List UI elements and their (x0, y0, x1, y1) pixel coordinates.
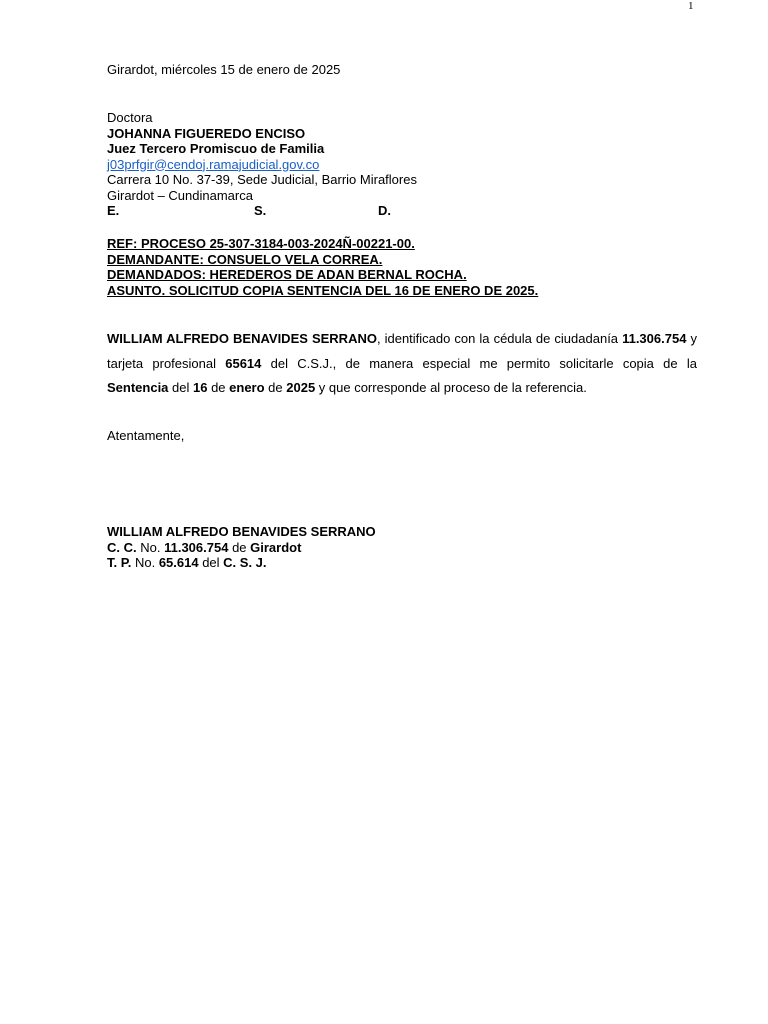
addressee-name: JOHANNA FIGUEREDO ENCISO (107, 125, 306, 141)
signature-cc-prefix: C. C. (107, 539, 137, 555)
body-tp: 65614 (225, 355, 262, 371)
body-day: 16 (193, 380, 208, 395)
addressee-block (107, 110, 697, 219)
body-de-2: de (264, 380, 287, 395)
body-line-3 (107, 376, 697, 401)
reference-block (107, 236, 697, 298)
reference-ref: REF: PROCESO 25-307-3184-003-2024Ñ-00221-00. (107, 236, 415, 251)
signature-tp-del: del (198, 555, 224, 570)
signature-cc-no: No. (136, 539, 165, 555)
body-text-2: tarjeta profesional (107, 355, 226, 371)
page-number: 1 (688, 0, 694, 12)
body-text-3-end: y que corresponde al proceso de la referencia. (315, 380, 587, 395)
signature-block (107, 524, 697, 571)
esd-line (107, 203, 697, 219)
signature-cc-number: 11.306.754 (164, 539, 229, 555)
body-del: del (168, 380, 193, 395)
closing: Atentamente, (107, 428, 185, 443)
body-de-1: de (207, 380, 230, 395)
signature-tp-no: No. (131, 555, 159, 570)
addressee-address: Carrera 10 No. 37-39, Sede Judicial, Barrio Miraflores (107, 172, 417, 187)
signature-tp-entity: C. S. J. (223, 555, 267, 570)
body-line-2 (107, 352, 697, 377)
body-name: WILLIAM ALFREDO BENAVIDES SERRANO (107, 331, 377, 346)
body-sentencia: Sentencia (107, 380, 169, 395)
body-year: 2025 (286, 380, 316, 395)
addressee-city: Girardot – Cundinamarca (107, 187, 253, 203)
body-paragraph (107, 327, 697, 401)
reference-demandante: DEMANDANTE: CONSUELO VELA CORREA. (107, 251, 383, 267)
signature-tp-number: 65.614 (158, 555, 199, 570)
signature-tp-prefix: T. P. (107, 555, 132, 570)
reference-demandados: DEMANDADOS: HEREDEROS DE ADAN BERNAL ROCHA. (107, 267, 467, 282)
reference-asunto: ASUNTO. SOLICITUD COPIA SENTENCIA DEL 16 DE ENERO DE 2025. (107, 282, 539, 298)
signature-cc (107, 540, 697, 556)
addressee-email-link[interactable]: j03prfgir@cendoj.ramajudicial.gov.co (107, 156, 320, 172)
body-cedula: 11.306.754 (622, 331, 687, 346)
esd-e: E. (107, 203, 120, 218)
date-line: Girardot, miércoles 15 de enero de 2025 (107, 62, 341, 77)
signature-tp (107, 555, 697, 571)
addressee-position: Juez Tercero Promiscuo de Familia (107, 141, 325, 156)
esd-d: D. (378, 203, 391, 218)
signature-cc-de: de (228, 539, 251, 555)
body-line-1 (107, 327, 697, 352)
addressee-title: Doctora (107, 110, 153, 125)
esd-s: S. (254, 203, 267, 218)
body-text-1: , identificado con la cédula de ciudadanía (376, 331, 623, 346)
body-text-2-end: del C.S.J., de manera especial me permito solicitarle copia de la (261, 355, 697, 371)
body-month: enero (229, 380, 265, 395)
signature-cc-city: Girardot (250, 539, 302, 555)
body-text-1-end: y (686, 331, 697, 346)
closing-block (107, 428, 697, 444)
date-line-block (107, 62, 697, 78)
signature-name: WILLIAM ALFREDO BENAVIDES SERRANO (107, 524, 376, 539)
